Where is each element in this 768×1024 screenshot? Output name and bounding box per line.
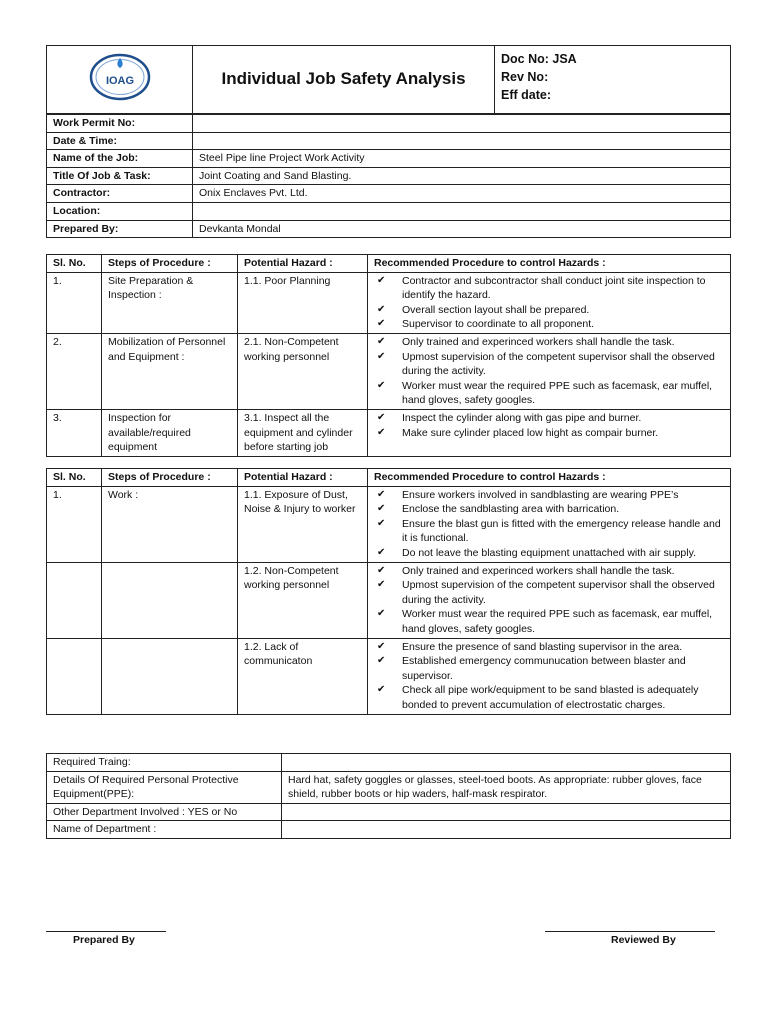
checkmark-icon: ✔ xyxy=(377,274,386,286)
control-text: Ensure workers involved in sandblasting are wearing PPE’s xyxy=(402,488,679,501)
procedure-step: Work : xyxy=(102,486,238,562)
info-label: Location: xyxy=(47,202,193,220)
list-item xyxy=(374,607,724,636)
control-text: Enclose the sandblasting area with barrication. xyxy=(402,503,620,516)
control-measures xyxy=(368,638,731,714)
requirement-label: Name of Department : xyxy=(47,821,282,839)
control-text: Make sure cylinder placed low hight as compair burner. xyxy=(402,426,659,439)
requirement-label: Required Traing: xyxy=(47,754,282,772)
requirement-row xyxy=(47,803,731,821)
list-item xyxy=(374,578,724,607)
control-text: Check all pipe work/equipment to be sand blasted is adequately bonded to prevent accumulation of electrostatic charges. xyxy=(402,684,699,711)
col-control: Recommended Procedure to control Hazards : xyxy=(368,255,731,273)
control-measures xyxy=(368,409,731,456)
checkmark-icon: ✔ xyxy=(377,517,386,529)
table-row xyxy=(47,333,731,409)
list-item xyxy=(374,564,724,579)
doc-no: Doc No: JSA xyxy=(501,52,577,66)
control-measures xyxy=(368,272,731,333)
control-list xyxy=(374,335,724,408)
control-measures xyxy=(368,333,731,409)
potential-hazard: 1.1. Poor Planning xyxy=(238,272,368,333)
requirement-row xyxy=(47,821,731,839)
info-label: Work Permit No: xyxy=(47,115,193,133)
logo-text: IOAG xyxy=(105,75,134,88)
control-text: Ensure the blast gun is fitted with the emergency release handle and it is functional. xyxy=(402,517,721,545)
potential-hazard: 2.1. Non-Competent working personnel xyxy=(238,333,368,409)
list-item xyxy=(374,426,724,441)
info-label: Title Of Job & Task: xyxy=(47,167,193,185)
control-text: Contractor and subcontractor shall conduct joint site inspection to identify the hazard. xyxy=(402,274,706,302)
control-list xyxy=(374,640,724,713)
requirement-row xyxy=(47,771,731,803)
requirement-label: Other Department Involved : YES or No xyxy=(47,803,282,821)
requirement-label: Details Of Required Personal Protective Equipment(PPE): xyxy=(47,771,282,803)
requirement-value xyxy=(282,821,731,839)
list-item xyxy=(374,317,724,332)
control-text: Overall section layout shall be prepared. xyxy=(402,303,590,316)
col-hazard: Potential Hazard : xyxy=(238,255,368,273)
sl-no: 2. xyxy=(47,333,102,409)
requirement-value xyxy=(282,754,731,772)
list-item xyxy=(374,335,724,350)
prepared-sign-line xyxy=(46,931,166,932)
table-header-row xyxy=(47,469,731,487)
control-list xyxy=(374,488,724,561)
control-list xyxy=(374,411,724,440)
procedure-step: Inspection for available/required equipment xyxy=(102,409,238,456)
list-item xyxy=(374,379,724,408)
info-label: Date & Time: xyxy=(47,132,193,150)
table-row xyxy=(47,272,731,333)
logo-cell xyxy=(47,46,193,114)
list-item xyxy=(374,683,724,712)
checkmark-icon: ✔ xyxy=(377,564,386,576)
col-hazard: Potential Hazard : xyxy=(238,469,368,487)
col-control: Recommended Procedure to control Hazards : xyxy=(368,469,731,487)
control-list xyxy=(374,274,724,332)
control-text: Ensure the presence of sand blasting supervisor in the area. xyxy=(402,640,683,653)
reviewed-by-label: Reviewed By xyxy=(611,934,676,946)
info-value: Onix Enclaves Pvt. Ltd. xyxy=(193,185,731,203)
reviewed-sign-line xyxy=(545,931,715,932)
procedure-step: Mobilization of Personnel and Equipment : xyxy=(102,333,238,409)
control-measures xyxy=(368,486,731,562)
list-item xyxy=(374,274,724,303)
info-row xyxy=(47,220,731,238)
info-value: Steel Pipe line Project Work Activity xyxy=(193,150,731,168)
list-item xyxy=(374,350,724,379)
page-title: Individual Job Safety Analysis xyxy=(193,46,495,114)
list-item xyxy=(374,517,724,546)
checkmark-icon: ✔ xyxy=(377,488,386,500)
control-list xyxy=(374,564,724,637)
checkmark-icon: ✔ xyxy=(377,411,386,423)
sl-no: 3. xyxy=(47,409,102,456)
table-row xyxy=(47,409,731,456)
requirement-row xyxy=(47,754,731,772)
control-text: Upmost supervision of the competent supervisor shall the observed during the activity. xyxy=(402,350,715,378)
list-item xyxy=(374,640,724,655)
prepared-by-label: Prepared By xyxy=(73,934,135,946)
info-label: Contractor: xyxy=(47,185,193,203)
list-item xyxy=(374,303,724,318)
control-text: Do not leave the blasting equipment unattached with air supply. xyxy=(402,546,696,559)
checkmark-icon: ✔ xyxy=(377,335,386,347)
hazard-table-2 xyxy=(46,468,731,715)
potential-hazard: 1.2. Non-Competent working personnel xyxy=(238,562,368,638)
checkmark-icon: ✔ xyxy=(377,655,386,667)
checkmark-icon: ✔ xyxy=(377,303,386,315)
ioag-logo-icon xyxy=(88,52,152,102)
control-text: Only trained and experinced workers shall handle the task. xyxy=(402,335,675,348)
checkmark-icon: ✔ xyxy=(377,684,386,696)
col-sl: Sl. No. xyxy=(47,255,102,273)
job-info-table xyxy=(46,114,731,238)
doc-meta xyxy=(495,46,731,114)
info-row xyxy=(47,202,731,220)
sl-no xyxy=(47,562,102,638)
job-info-body xyxy=(47,115,731,238)
table-row xyxy=(47,638,731,714)
control-text: Supervisor to coordinate to all proponent. xyxy=(402,318,595,331)
info-row xyxy=(47,185,731,203)
requirements-table xyxy=(46,753,731,839)
info-value xyxy=(193,132,731,150)
potential-hazard: 3.1. Inspect all the equipment and cylinder before starting job xyxy=(238,409,368,456)
sl-no: 1. xyxy=(47,486,102,562)
list-item xyxy=(374,488,724,503)
control-measures xyxy=(368,562,731,638)
col-steps: Steps of Procedure : xyxy=(102,469,238,487)
info-row xyxy=(47,132,731,150)
checkmark-icon: ✔ xyxy=(377,350,386,362)
list-item xyxy=(374,502,724,517)
control-text: Only trained and experinced workers shall handle the task. xyxy=(402,564,675,577)
checkmark-icon: ✔ xyxy=(377,379,386,391)
info-value: Devkanta Mondal xyxy=(193,220,731,238)
control-text: Worker must wear the required PPE such as facemask, ear muffel, hand gloves, safety googles. xyxy=(402,608,713,635)
list-item xyxy=(374,546,724,561)
list-item xyxy=(374,411,724,426)
eff-date: Eff date: xyxy=(501,88,551,102)
info-value xyxy=(193,202,731,220)
potential-hazard: 1.2. Lack of communicaton xyxy=(238,638,368,714)
checkmark-icon: ✔ xyxy=(377,608,386,620)
control-text: Inspect the cylinder along with gas pipe and burner. xyxy=(402,411,642,424)
table-row xyxy=(47,562,731,638)
hazard-table-1 xyxy=(46,254,731,457)
checkmark-icon: ✔ xyxy=(377,640,386,652)
requirement-value: Hard hat, safety goggles or glasses, steel-toed boots. As appropriate: rubber gloves, face shield, rubber boots or hip waders, half-mask respirator. xyxy=(282,771,731,803)
control-text: Worker must wear the required PPE such as facemask, ear muffel, hand gloves, safety googles. xyxy=(402,379,713,407)
procedure-step xyxy=(102,638,238,714)
checkmark-icon: ✔ xyxy=(377,503,386,515)
checkmark-icon: ✔ xyxy=(377,579,386,591)
info-label: Prepared By: xyxy=(47,220,193,238)
header-table xyxy=(46,45,731,114)
requirement-value xyxy=(282,803,731,821)
info-label: Name of the Job: xyxy=(47,150,193,168)
info-row xyxy=(47,167,731,185)
table-row xyxy=(47,486,731,562)
col-sl: Sl. No. xyxy=(47,469,102,487)
checkmark-icon: ✔ xyxy=(377,426,386,438)
requirements-body xyxy=(47,754,731,839)
potential-hazard: 1.1. Exposure of Dust, Noise & Injury to worker xyxy=(238,486,368,562)
procedure-step: Site Preparation & Inspection : xyxy=(102,272,238,333)
info-row xyxy=(47,115,731,133)
list-item xyxy=(374,654,724,683)
checkmark-icon: ✔ xyxy=(377,318,386,330)
info-value: Joint Coating and Sand Blasting. xyxy=(193,167,731,185)
checkmark-icon: ✔ xyxy=(377,546,386,558)
procedure-step xyxy=(102,562,238,638)
sl-no xyxy=(47,638,102,714)
table-header-row xyxy=(47,255,731,273)
info-row xyxy=(47,150,731,168)
info-value xyxy=(193,115,731,133)
control-text: Upmost supervision of the competent supervisor shall the observed during the activity. xyxy=(402,579,715,606)
rev-no: Rev No: xyxy=(501,70,549,84)
sl-no: 1. xyxy=(47,272,102,333)
col-steps: Steps of Procedure : xyxy=(102,255,238,273)
control-text: Established emergency communucation between blaster and supervisor. xyxy=(402,655,686,682)
